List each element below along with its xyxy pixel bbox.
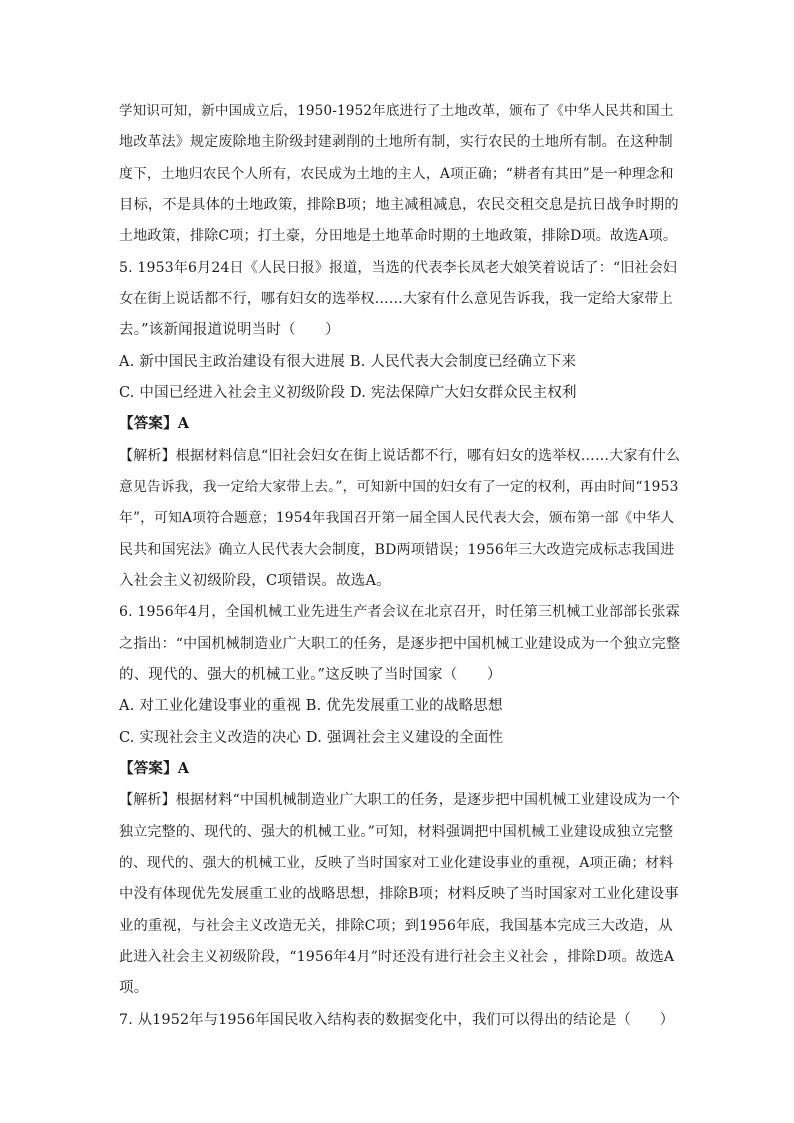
question-6-stem: 6. 1956年4月，全国机械工业先进生产者会议在北京召开，时任第三机械工业部部长张霖 [119, 604, 680, 620]
answer-label: 【答案】A [119, 760, 190, 777]
question-5-options-cd: C. 中国已经进入社会主义初级阶段 D. 宪法保障广大妇女群众民主权利 [119, 385, 577, 401]
question-6-options-ab: A. 对工业化建设事业的重视 B. 优先发展重工业的战略思想 [119, 698, 503, 714]
text-line: 度下，土地归农民个人所有，农民成为土地的主人，A项正确；“耕者有其田”是一种理念和 [119, 166, 674, 182]
text-line: 此进入社会主义初级阶段，“1956年4月”时还没有进行社会主义社会 ，排除D项。故选A [119, 949, 675, 965]
question-5-stem: 5. 1953年6月24日《人民日报》报道，当选的代表李长凤老大娘笑着说话了：“旧社会妇 [119, 260, 678, 276]
text-line: 意见告诉我，我一定给大家带上去。”，可知新中国的妇女有了一定的权利，再由时间“1953 [119, 479, 679, 495]
text-line: 项。 [119, 980, 149, 996]
text-line: 民共和国宪法》确立人民代表大会制度，BD两项错误；1956年三大改造完成标志我国进 [119, 542, 675, 558]
text-line: 女在街上说话都不行，哪有妇女的选举权……大家有什么意见告诉我，我一定给大家带上 [119, 291, 673, 307]
text-line: 年”，可知A项符合题意；1954年我国召开第一届全国人民代表大会，颁布第一部《中华人 [119, 510, 675, 526]
text-line: 学知识可知，新中国成立后，1950-1952年底进行了土地改革，颁布了《中华人民共和国土 [119, 103, 674, 119]
text-line: 土地政策，排除C项；打土豪，分田地是土地革命时期的土地政策，排除D项。故选A项。 [119, 228, 678, 244]
text-line: 的、现代的、强大的机械工业。”这反映了当时国家（ ） [119, 667, 502, 683]
text-line: 之指出：“中国机械制造业广大职工的任务，是逐步把中国机械工业建设成为一个独立完整 [119, 636, 681, 652]
analysis-text: 【解析】根据材料信息“旧社会妇女在街上说话都不行，哪有妇女的选举权……大家有什么 [119, 448, 681, 464]
question-5-options-ab: A. 新中国民主政治建设有很大进展 B. 人民代表大会制度已经确立下来 [119, 354, 577, 370]
answer-label: 【答案】A [119, 415, 190, 432]
text-line: 业的重视，与社会主义改造无关，排除C项；到1956年底，我国基本完成三大改造，从 [119, 918, 673, 934]
question-7-stem: 7. 从1952年与1956年国民收入结构表的数据变化中，我们可以得出的结论是（ ） [119, 1012, 675, 1028]
text-line: 地改革法》规定废除地主阶级封建剥削的土地所有制，实行农民的土地所有制。在这种制 [119, 134, 673, 150]
text-line: 的、现代的、强大的机械工业，反映了当时国家对工业化建设事业的重视，A项正确；材料 [119, 855, 674, 871]
text-line: 目标，不是具体的土地政策，排除B项；地主减租减息，农民交租交息是抗日战争时期的 [119, 197, 679, 213]
text-line: 入社会主义初级阶段，C项错误。故选A。 [119, 573, 391, 589]
text-line: 独立完整的、现代的、强大的机械工业。”可知，材料强调把中国机械工业建设成独立完整 [119, 824, 674, 840]
analysis-text: 【解析】根据材料“中国机械制造业广大职工的任务，是逐步把中国机械工业建设成为一个 [119, 792, 681, 808]
text-line: 中没有体现优先发展重工业的战略思想，排除B项；材料反映了当时国家对工业化建设事 [119, 886, 679, 902]
question-6-options-cd: C. 实现社会主义改造的决心 D. 强调社会主义建设的全面性 [119, 730, 504, 746]
text-line: 去。”该新闻报道说明当时（ ） [119, 322, 340, 338]
